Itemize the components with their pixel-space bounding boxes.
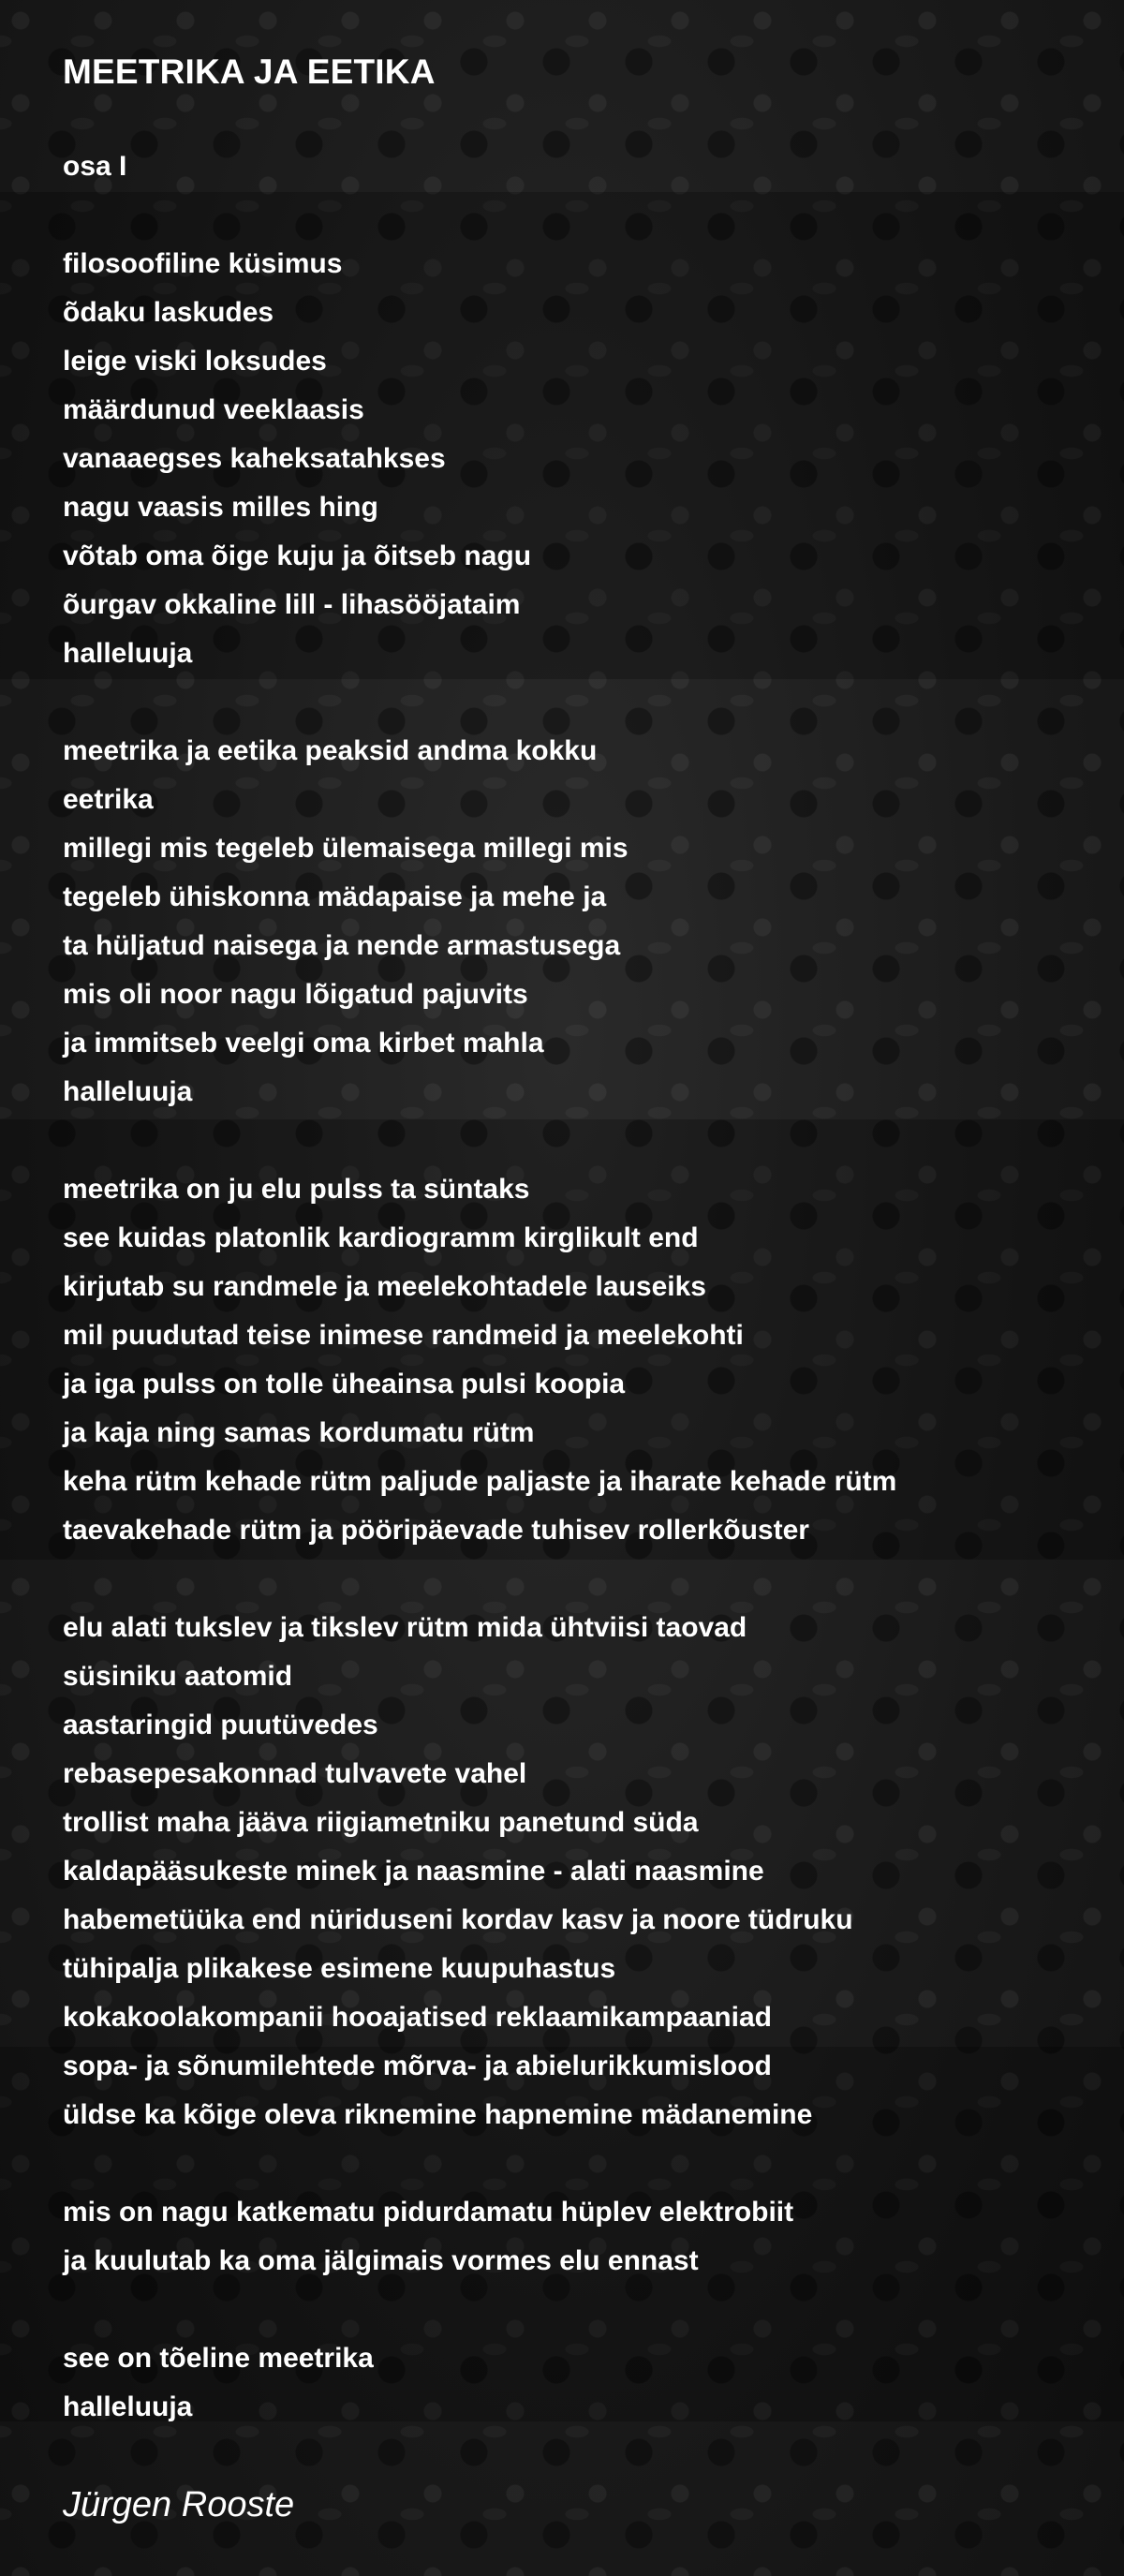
poem-line: rebasepesakonnad tulvavete vahel [63, 1758, 527, 1789]
poem-line: see on tõeline meetrika [63, 2343, 374, 2374]
poem-line: kokakoolakompanii hooajatised reklaamikampaaniad [63, 2002, 772, 2033]
stanza [63, 1165, 1093, 1555]
poem-line: määrdunud veeklaasis [63, 394, 364, 425]
poem-line: õdaku laskudes [63, 297, 274, 328]
poem-line: õurgav okkaline lill - lihasööjataim [63, 589, 521, 620]
poem-line: ja kuulutab ka oma jälgimais vormes elu ennast [63, 2245, 699, 2276]
poem-line: millegi mis tegeleb ülemaisega millegi mis [63, 833, 629, 864]
poem-line: meetrika on ju elu pulss ta süntaks [63, 1174, 530, 1205]
poem-container [63, 49, 1093, 2529]
poem-line: leige viski loksudes [63, 346, 327, 377]
stanza [63, 727, 1093, 1117]
stanza [63, 2334, 1093, 2432]
poem-line: keha rütm kehade rütm paljude paljaste ja iharate kehade rütm [63, 1466, 897, 1497]
poem-line: aastaringid puutüvedes [63, 1710, 378, 1740]
poem-line: halleluuja [63, 1076, 193, 1107]
poem-line: nagu vaasis milles hing [63, 492, 378, 523]
poem-line: halleluuja [63, 2391, 193, 2422]
poem-line: mis on nagu katkematu pidurdamatu hüplev elektrobiit [63, 2197, 794, 2228]
poem-line: mis oli noor nagu lõigatud pajuvits [63, 979, 528, 1010]
stanza [63, 1604, 1093, 2139]
poem-line: üldse ka kõige oleva riknemine hapnemine mädanemine [63, 2099, 813, 2130]
poem-line: süsiniku aatomid [63, 1661, 293, 1692]
poem-line: meetrika ja eetika peaksid andma kokku [63, 735, 598, 766]
poem-line: habemetüüka end nüriduseni kordav kasv ja noore tüdruku [63, 1904, 853, 1935]
poem-line: tegeleb ühiskonna mädapaise ja mehe ja [63, 881, 607, 912]
poem-line: taevakehade rütm ja pööripäevade tuhisev rollerkõuster [63, 1515, 809, 1546]
poem-body [63, 142, 1093, 2432]
poem-line: mil puudutad teise inimese randmeid ja meelekohti [63, 1320, 744, 1351]
poem-line: eetrika [63, 784, 154, 815]
poem-line: kirjutab su randmele ja meelekohtadele lauseiks [63, 1271, 706, 1302]
stanza [63, 142, 1093, 191]
stanza [63, 240, 1093, 678]
poem-line: võtab oma õige kuju ja õitseb nagu [63, 540, 532, 571]
poem-line: ja kaja ning samas kordumatu rütm [63, 1417, 535, 1448]
poem-line: kaldapääsukeste minek ja naasmine - alati naasmine [63, 1856, 764, 1887]
poem-line: ta hüljatud naisega ja nende armastusega [63, 930, 621, 961]
poem-line: osa I [63, 151, 127, 182]
poem-line: ja immitseb veelgi oma kirbet mahla [63, 1028, 544, 1059]
stanza [63, 2188, 1093, 2286]
poem-line: filosoofiline küsimus [63, 248, 343, 279]
poem-author: Jürgen Rooste [63, 2485, 295, 2524]
poem-title: MEETRIKA JA EETIKA [63, 52, 436, 91]
poem-line: vanaaegses kaheksatahkses [63, 443, 446, 474]
poem-line: elu alati tukslev ja tikslev rütm mida ühtviisi taovad [63, 1612, 747, 1643]
poem-line: halleluuja [63, 638, 193, 669]
poem-line: tühipalja plikakese esimene kuupuhastus [63, 1953, 616, 1984]
poem-line: see kuidas platonlik kardiogramm kirglikult end [63, 1222, 699, 1253]
poem-line: trollist maha jääva riigiametniku panetund süda [63, 1807, 699, 1838]
poem-line: ja iga pulss on tolle üheainsa pulsi koopia [63, 1369, 626, 1399]
poem-line: sopa- ja sõnumilehtede mõrva- ja abielurikkumislood [63, 2050, 772, 2081]
